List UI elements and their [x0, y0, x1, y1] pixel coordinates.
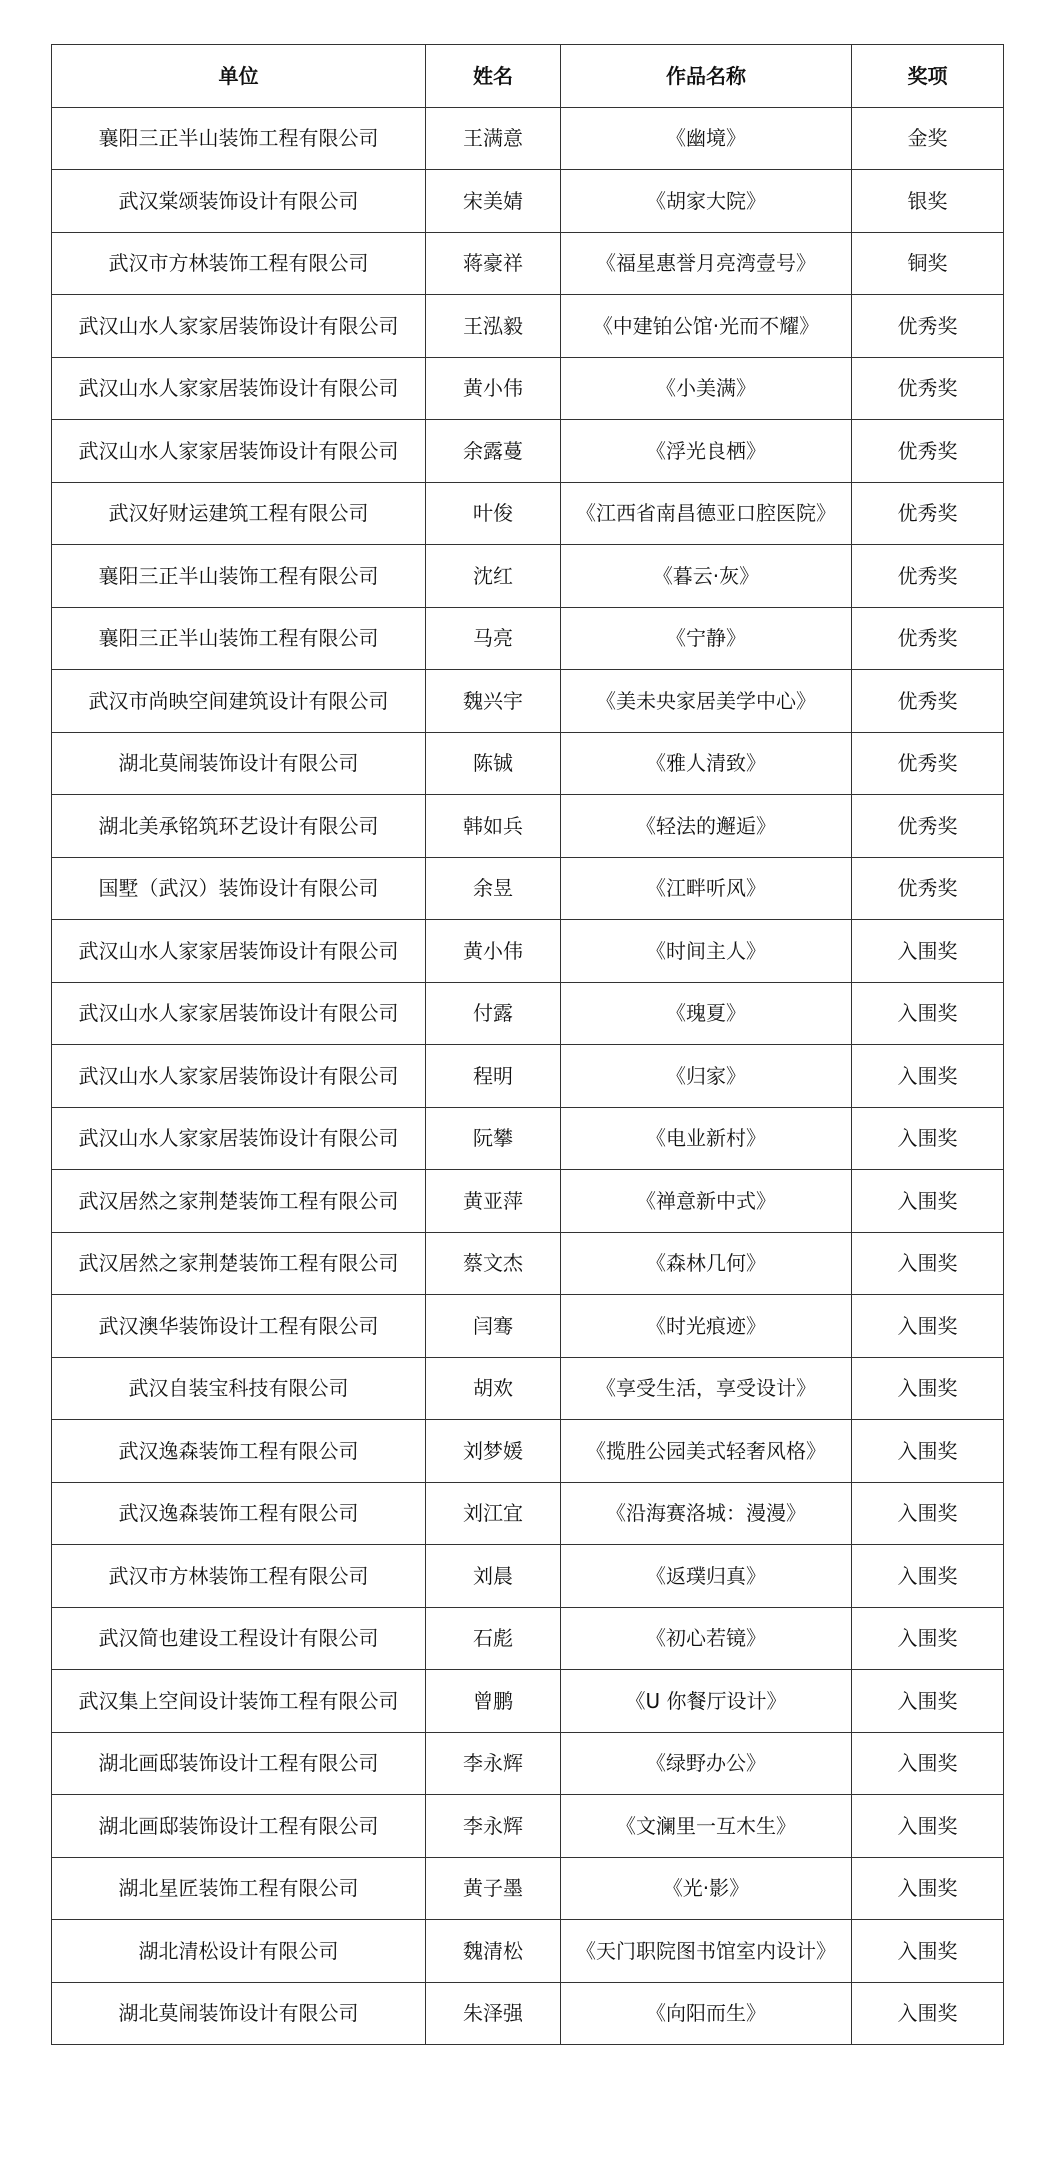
cell-unit: 襄阳三正半山装饰工程有限公司 [52, 545, 426, 608]
table-row [52, 1045, 1004, 1108]
cell-unit: 武汉棠颂装饰设计有限公司 [52, 170, 426, 233]
table-row [52, 857, 1004, 920]
cell-name: 程明 [426, 1045, 561, 1108]
cell-name: 王泓毅 [426, 295, 561, 358]
cell-work: 《时间主人》 [561, 920, 852, 983]
cell-award: 入围奖 [852, 1232, 1004, 1295]
cell-work: 《福星惠誉月亮湾壹号》 [561, 232, 852, 295]
table-row [52, 1670, 1004, 1733]
cell-name: 付露 [426, 982, 561, 1045]
cell-award: 入围奖 [852, 1420, 1004, 1483]
table-body [52, 107, 1004, 2045]
cell-award: 入围奖 [852, 1107, 1004, 1170]
cell-unit: 湖北莫闹装饰设计有限公司 [52, 732, 426, 795]
cell-name: 黄子墨 [426, 1857, 561, 1920]
cell-unit: 武汉山水人家家居装饰设计有限公司 [52, 420, 426, 483]
cell-unit: 湖北莫闹装饰设计有限公司 [52, 1982, 426, 2045]
cell-work: 《森林几何》 [561, 1232, 852, 1295]
table-row [52, 920, 1004, 983]
cell-work: 《胡家大院》 [561, 170, 852, 233]
cell-work: 《享受生活，享受设计》 [561, 1357, 852, 1420]
cell-award: 入围奖 [852, 1670, 1004, 1733]
cell-work: 《浮光良栖》 [561, 420, 852, 483]
cell-work: 《小美满》 [561, 357, 852, 420]
cell-name: 余露蔓 [426, 420, 561, 483]
cell-name: 马亮 [426, 607, 561, 670]
cell-name: 黄小伟 [426, 357, 561, 420]
cell-unit: 武汉山水人家家居装饰设计有限公司 [52, 1045, 426, 1108]
cell-unit: 湖北画邸装饰设计工程有限公司 [52, 1795, 426, 1858]
cell-name: 阮攀 [426, 1107, 561, 1170]
cell-unit: 武汉山水人家家居装饰设计有限公司 [52, 1107, 426, 1170]
cell-name: 蒋豪祥 [426, 232, 561, 295]
cell-unit: 武汉简也建设工程设计有限公司 [52, 1607, 426, 1670]
cell-unit: 武汉集上空间设计装饰工程有限公司 [52, 1670, 426, 1733]
cell-work: 《绿野办公》 [561, 1732, 852, 1795]
cell-award: 入围奖 [852, 1857, 1004, 1920]
cell-name: 李永辉 [426, 1732, 561, 1795]
cell-work: 《初心若镜》 [561, 1607, 852, 1670]
table-row [52, 170, 1004, 233]
cell-award: 入围奖 [852, 1732, 1004, 1795]
cell-award: 优秀奖 [852, 357, 1004, 420]
cell-unit: 襄阳三正半山装饰工程有限公司 [52, 607, 426, 670]
cell-work: 《雅人清致》 [561, 732, 852, 795]
cell-work: 《暮云·灰》 [561, 545, 852, 608]
header-name: 姓名 [426, 45, 561, 108]
cell-name: 陈铖 [426, 732, 561, 795]
header-work: 作品名称 [561, 45, 852, 108]
cell-work: 《文澜里一互木生》 [561, 1795, 852, 1858]
table-row [52, 1170, 1004, 1233]
table-row [52, 670, 1004, 733]
cell-name: 朱泽强 [426, 1982, 561, 2045]
cell-award: 优秀奖 [852, 607, 1004, 670]
cell-work: 《轻法的邂逅》 [561, 795, 852, 858]
cell-unit: 襄阳三正半山装饰工程有限公司 [52, 107, 426, 170]
cell-award: 入围奖 [852, 1295, 1004, 1358]
cell-name: 蔡文杰 [426, 1232, 561, 1295]
cell-unit: 武汉市尚映空间建筑设计有限公司 [52, 670, 426, 733]
header-unit: 单位 [52, 45, 426, 108]
cell-award: 优秀奖 [852, 732, 1004, 795]
table-row [52, 482, 1004, 545]
cell-unit: 湖北星匠装饰工程有限公司 [52, 1857, 426, 1920]
table-row [52, 1420, 1004, 1483]
cell-unit: 武汉山水人家家居装饰设计有限公司 [52, 357, 426, 420]
table-row [52, 1795, 1004, 1858]
cell-unit: 湖北美承铭筑环艺设计有限公司 [52, 795, 426, 858]
table-row [52, 795, 1004, 858]
cell-award: 入围奖 [852, 1982, 1004, 2045]
table-row [52, 357, 1004, 420]
header-award: 奖项 [852, 45, 1004, 108]
table-row [52, 1607, 1004, 1670]
cell-name: 韩如兵 [426, 795, 561, 858]
cell-name: 魏清松 [426, 1920, 561, 1983]
cell-unit: 武汉山水人家家居装饰设计有限公司 [52, 920, 426, 983]
cell-work: 《江畔听风》 [561, 857, 852, 920]
cell-name: 黄小伟 [426, 920, 561, 983]
table-row [52, 1482, 1004, 1545]
table-row [52, 607, 1004, 670]
cell-work: 《电业新村》 [561, 1107, 852, 1170]
cell-work: 《返璞归真》 [561, 1545, 852, 1608]
cell-award: 优秀奖 [852, 545, 1004, 608]
cell-unit: 武汉居然之家荆楚装饰工程有限公司 [52, 1170, 426, 1233]
cell-work: 《江西省南昌德亚口腔医院》 [561, 482, 852, 545]
cell-award: 入围奖 [852, 982, 1004, 1045]
cell-name: 李永辉 [426, 1795, 561, 1858]
cell-unit: 武汉好财运建筑工程有限公司 [52, 482, 426, 545]
table-row [52, 232, 1004, 295]
cell-name: 刘江宜 [426, 1482, 561, 1545]
table-row [52, 107, 1004, 170]
table-row [52, 420, 1004, 483]
cell-name: 刘梦媛 [426, 1420, 561, 1483]
cell-work: 《天门职院图书馆室内设计》 [561, 1920, 852, 1983]
cell-award: 入围奖 [852, 1357, 1004, 1420]
table-row [52, 545, 1004, 608]
table-row [52, 1732, 1004, 1795]
cell-name: 魏兴宇 [426, 670, 561, 733]
cell-unit: 武汉自装宝科技有限公司 [52, 1357, 426, 1420]
cell-award: 优秀奖 [852, 857, 1004, 920]
cell-unit: 湖北画邸装饰设计工程有限公司 [52, 1732, 426, 1795]
header-row [52, 45, 1004, 108]
cell-award: 优秀奖 [852, 482, 1004, 545]
cell-award: 入围奖 [852, 1482, 1004, 1545]
cell-work: 《美未央家居美学中心》 [561, 670, 852, 733]
cell-name: 闫骞 [426, 1295, 561, 1358]
cell-name: 叶俊 [426, 482, 561, 545]
cell-unit: 武汉山水人家家居装饰设计有限公司 [52, 982, 426, 1045]
cell-name: 余昱 [426, 857, 561, 920]
table-row [52, 1545, 1004, 1608]
table-row [52, 1295, 1004, 1358]
table-row [52, 1920, 1004, 1983]
cell-award: 入围奖 [852, 1920, 1004, 1983]
table-row [52, 1232, 1004, 1295]
cell-name: 王满意 [426, 107, 561, 170]
cell-unit: 武汉市方林装饰工程有限公司 [52, 232, 426, 295]
cell-award: 优秀奖 [852, 295, 1004, 358]
cell-name: 宋美婧 [426, 170, 561, 233]
cell-award: 优秀奖 [852, 420, 1004, 483]
cell-work: 《中建铂公馆·光而不耀》 [561, 295, 852, 358]
cell-award: 入围奖 [852, 1607, 1004, 1670]
cell-unit: 武汉澳华装饰设计工程有限公司 [52, 1295, 426, 1358]
cell-award: 入围奖 [852, 1170, 1004, 1233]
table-row [52, 732, 1004, 795]
cell-award: 优秀奖 [852, 670, 1004, 733]
cell-work: 《沿海赛洛城：漫漫》 [561, 1482, 852, 1545]
cell-work: 《瑰夏》 [561, 982, 852, 1045]
cell-unit: 武汉逸森装饰工程有限公司 [52, 1482, 426, 1545]
cell-work: 《向阳而生》 [561, 1982, 852, 2045]
cell-name: 黄亚萍 [426, 1170, 561, 1233]
cell-work: 《揽胜公园美式轻奢风格》 [561, 1420, 852, 1483]
cell-name: 沈红 [426, 545, 561, 608]
cell-work: 《归家》 [561, 1045, 852, 1108]
cell-award: 金奖 [852, 107, 1004, 170]
cell-unit: 武汉逸森装饰工程有限公司 [52, 1420, 426, 1483]
cell-award: 入围奖 [852, 1545, 1004, 1608]
cell-name: 胡欢 [426, 1357, 561, 1420]
cell-award: 入围奖 [852, 920, 1004, 983]
table-row [52, 982, 1004, 1045]
cell-unit: 国墅（武汉）装饰设计有限公司 [52, 857, 426, 920]
cell-work: 《宁静》 [561, 607, 852, 670]
table-header [52, 45, 1004, 108]
table-row [52, 1857, 1004, 1920]
cell-award: 铜奖 [852, 232, 1004, 295]
cell-work: 《U 你餐厅设计》 [561, 1670, 852, 1733]
cell-award: 入围奖 [852, 1795, 1004, 1858]
table-row [52, 1107, 1004, 1170]
cell-unit: 武汉居然之家荆楚装饰工程有限公司 [52, 1232, 426, 1295]
cell-unit: 武汉市方林装饰工程有限公司 [52, 1545, 426, 1608]
table-row [52, 295, 1004, 358]
cell-name: 刘晨 [426, 1545, 561, 1608]
table-row [52, 1357, 1004, 1420]
cell-work: 《幽境》 [561, 107, 852, 170]
table-row [52, 1982, 1004, 2045]
cell-unit: 武汉山水人家家居装饰设计有限公司 [52, 295, 426, 358]
cell-work: 《时光痕迹》 [561, 1295, 852, 1358]
cell-work: 《光·影》 [561, 1857, 852, 1920]
cell-award: 入围奖 [852, 1045, 1004, 1108]
award-table [51, 44, 1004, 2045]
cell-name: 曾鹏 [426, 1670, 561, 1733]
cell-work: 《禅意新中式》 [561, 1170, 852, 1233]
cell-award: 银奖 [852, 170, 1004, 233]
cell-award: 优秀奖 [852, 795, 1004, 858]
cell-unit: 湖北清松设计有限公司 [52, 1920, 426, 1983]
cell-name: 石彪 [426, 1607, 561, 1670]
